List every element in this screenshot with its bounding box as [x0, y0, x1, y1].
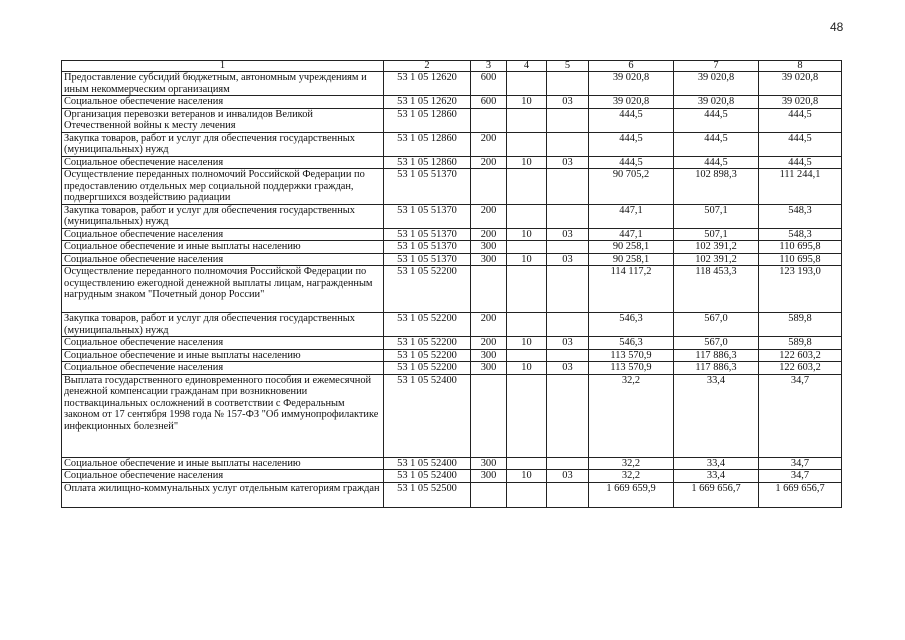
amount-col6-cell: 444,5: [589, 108, 674, 132]
amount-col7-cell: 507,1: [674, 228, 759, 241]
amount-col8-cell: 39 020,8: [759, 96, 842, 109]
pr-cell: [547, 72, 589, 96]
amount-col7-cell: 507,1: [674, 204, 759, 228]
code-cell: 53 1 05 52200: [384, 362, 471, 375]
code-cell: 53 1 05 12620: [384, 72, 471, 96]
table-row: [62, 337, 842, 350]
row-name-cell: Закупка товаров, работ и услуг для обеспечения государственных (муниципальных) нужд: [62, 204, 384, 228]
row-name-cell: Закупка товаров, работ и услуг для обеспечения государственных (муниципальных) нужд: [62, 132, 384, 156]
amount-col6-cell: 546,3: [589, 313, 674, 337]
amount-col6-cell: 114 117,2: [589, 266, 674, 313]
rz-cell: [507, 204, 547, 228]
code-cell: 53 1 05 12860: [384, 156, 471, 169]
header-cell: 2: [384, 61, 471, 72]
rz-cell: [507, 313, 547, 337]
page-number: 48: [830, 20, 844, 34]
vr-cell: 300: [471, 470, 507, 483]
pr-cell: [547, 108, 589, 132]
table-header-row: [62, 61, 842, 72]
amount-col7-cell: 102 898,3: [674, 169, 759, 205]
rz-cell: 10: [507, 470, 547, 483]
code-cell: 53 1 05 12860: [384, 108, 471, 132]
pr-cell: [547, 482, 589, 507]
rz-cell: 10: [507, 96, 547, 109]
amount-col7-cell: 33,4: [674, 374, 759, 457]
amount-col8-cell: 34,7: [759, 470, 842, 483]
amount-col7-cell: 39 020,8: [674, 72, 759, 96]
vr-cell: 200: [471, 228, 507, 241]
pr-cell: [547, 313, 589, 337]
amount-col6-cell: 32,2: [589, 374, 674, 457]
vr-cell: 600: [471, 72, 507, 96]
rz-cell: 10: [507, 156, 547, 169]
row-name-cell: Социальное обеспечение населения: [62, 337, 384, 350]
vr-cell: 200: [471, 156, 507, 169]
amount-col8-cell: 34,7: [759, 374, 842, 457]
amount-col7-cell: 33,4: [674, 470, 759, 483]
rz-cell: [507, 132, 547, 156]
vr-cell: [471, 374, 507, 457]
amount-col6-cell: 32,2: [589, 470, 674, 483]
table-row: [62, 132, 842, 156]
table-row: [62, 349, 842, 362]
rz-cell: [507, 374, 547, 457]
row-name-cell: Оплата жилищно-коммунальных услуг отдельным категориям граждан: [62, 482, 384, 507]
amount-col6-cell: 1 669 659,9: [589, 482, 674, 507]
table-row: [62, 470, 842, 483]
table-row: [62, 374, 842, 457]
code-cell: 53 1 05 52200: [384, 349, 471, 362]
amount-col8-cell: 111 244,1: [759, 169, 842, 205]
vr-cell: 200: [471, 204, 507, 228]
vr-cell: 300: [471, 349, 507, 362]
row-name-cell: Предоставление субсидий бюджетным, автономным учреждениям и иным некоммерческим организациям: [62, 72, 384, 96]
amount-col7-cell: 1 669 656,7: [674, 482, 759, 507]
amount-col6-cell: 447,1: [589, 228, 674, 241]
amount-col8-cell: 34,7: [759, 457, 842, 470]
amount-col8-cell: 444,5: [759, 132, 842, 156]
vr-cell: 200: [471, 313, 507, 337]
amount-col7-cell: 567,0: [674, 337, 759, 350]
table-row: [62, 169, 842, 205]
vr-cell: 600: [471, 96, 507, 109]
table-row: [62, 266, 842, 313]
row-name-cell: Выплата государственного единовременного пособия и ежемесячной денежной компенсации гражданам при возникновении поствакцинальных осложнений в соответствии с Федеральным законом от 17 сентября 1998 года № 157-ФЗ "Об иммунопрофилактике инфекционных болезней": [62, 374, 384, 457]
rz-cell: [507, 241, 547, 254]
amount-col7-cell: 39 020,8: [674, 96, 759, 109]
header-cell: 4: [507, 61, 547, 72]
rz-cell: [507, 349, 547, 362]
pr-cell: [547, 457, 589, 470]
amount-col8-cell: 39 020,8: [759, 72, 842, 96]
row-name-cell: Социальное обеспечение населения: [62, 470, 384, 483]
rz-cell: [507, 266, 547, 313]
vr-cell: [471, 108, 507, 132]
table-row: [62, 228, 842, 241]
amount-col6-cell: 447,1: [589, 204, 674, 228]
amount-col7-cell: 102 391,2: [674, 253, 759, 266]
amount-col8-cell: 548,3: [759, 204, 842, 228]
table-row: [62, 362, 842, 375]
vr-cell: 300: [471, 362, 507, 375]
amount-col6-cell: 32,2: [589, 457, 674, 470]
row-name-cell: Социальное обеспечение населения: [62, 228, 384, 241]
pr-cell: 03: [547, 470, 589, 483]
pr-cell: 03: [547, 253, 589, 266]
code-cell: 53 1 05 51370: [384, 241, 471, 254]
amount-col6-cell: 90 258,1: [589, 241, 674, 254]
vr-cell: 300: [471, 241, 507, 254]
amount-col6-cell: 113 570,9: [589, 362, 674, 375]
row-name-cell: Организация перевозки ветеранов и инвалидов Великой Отечественной войны к месту лечения: [62, 108, 384, 132]
amount-col7-cell: 33,4: [674, 457, 759, 470]
table-row: [62, 241, 842, 254]
pr-cell: [547, 266, 589, 313]
row-name-cell: Социальное обеспечение населения: [62, 253, 384, 266]
row-name-cell: Социальное обеспечение населения: [62, 156, 384, 169]
pr-cell: 03: [547, 337, 589, 350]
rz-cell: [507, 72, 547, 96]
vr-cell: [471, 169, 507, 205]
table-row: [62, 108, 842, 132]
amount-col8-cell: 548,3: [759, 228, 842, 241]
code-cell: 53 1 05 51370: [384, 169, 471, 205]
amount-col7-cell: 444,5: [674, 108, 759, 132]
amount-col7-cell: 444,5: [674, 132, 759, 156]
header-cell: 8: [759, 61, 842, 72]
row-name-cell: Социальное обеспечение и иные выплаты населению: [62, 457, 384, 470]
amount-col7-cell: 444,5: [674, 156, 759, 169]
amount-col7-cell: 102 391,2: [674, 241, 759, 254]
amount-col6-cell: 444,5: [589, 156, 674, 169]
amount-col6-cell: 39 020,8: [589, 72, 674, 96]
rz-cell: 10: [507, 253, 547, 266]
amount-col6-cell: 113 570,9: [589, 349, 674, 362]
amount-col7-cell: 117 886,3: [674, 349, 759, 362]
code-cell: 53 1 05 51370: [384, 204, 471, 228]
pr-cell: [547, 349, 589, 362]
amount-col8-cell: 444,5: [759, 108, 842, 132]
table-row: [62, 253, 842, 266]
amount-col6-cell: 444,5: [589, 132, 674, 156]
amount-col6-cell: 90 258,1: [589, 253, 674, 266]
amount-col6-cell: 39 020,8: [589, 96, 674, 109]
amount-col6-cell: 90 705,2: [589, 169, 674, 205]
table-row: [62, 313, 842, 337]
vr-cell: 200: [471, 337, 507, 350]
amount-col8-cell: 122 603,2: [759, 362, 842, 375]
code-cell: 53 1 05 52200: [384, 313, 471, 337]
amount-col7-cell: 118 453,3: [674, 266, 759, 313]
pr-cell: [547, 132, 589, 156]
table-row: [62, 482, 842, 507]
vr-cell: 200: [471, 132, 507, 156]
amount-col8-cell: 444,5: [759, 156, 842, 169]
code-cell: 53 1 05 12860: [384, 132, 471, 156]
amount-col8-cell: 589,8: [759, 313, 842, 337]
header-cell: 6: [589, 61, 674, 72]
code-cell: 53 1 05 52200: [384, 266, 471, 313]
row-name-cell: Социальное обеспечение населения: [62, 362, 384, 375]
budget-table: [61, 60, 842, 508]
code-cell: 53 1 05 52400: [384, 457, 471, 470]
amount-col8-cell: 110 695,8: [759, 253, 842, 266]
code-cell: 53 1 05 51370: [384, 253, 471, 266]
rz-cell: [507, 457, 547, 470]
header-cell: 5: [547, 61, 589, 72]
row-name-cell: Социальное обеспечение и иные выплаты населению: [62, 349, 384, 362]
pr-cell: 03: [547, 96, 589, 109]
code-cell: 53 1 05 12620: [384, 96, 471, 109]
amount-col8-cell: 589,8: [759, 337, 842, 350]
table-row: [62, 156, 842, 169]
vr-cell: [471, 482, 507, 507]
pr-cell: [547, 204, 589, 228]
amount-col8-cell: 110 695,8: [759, 241, 842, 254]
vr-cell: 300: [471, 253, 507, 266]
amount-col8-cell: 1 669 656,7: [759, 482, 842, 507]
code-cell: 53 1 05 52400: [384, 470, 471, 483]
pr-cell: 03: [547, 362, 589, 375]
pr-cell: [547, 374, 589, 457]
vr-cell: 300: [471, 457, 507, 470]
table-row: [62, 72, 842, 96]
pr-cell: 03: [547, 156, 589, 169]
header-cell: 7: [674, 61, 759, 72]
pr-cell: 03: [547, 228, 589, 241]
vr-cell: [471, 266, 507, 313]
table-row: [62, 204, 842, 228]
header-cell: 1: [62, 61, 384, 72]
code-cell: 53 1 05 51370: [384, 228, 471, 241]
pr-cell: [547, 169, 589, 205]
rz-cell: 10: [507, 362, 547, 375]
row-name-cell: Социальное обеспечение и иные выплаты населению: [62, 241, 384, 254]
table-row: [62, 457, 842, 470]
amount-col8-cell: 123 193,0: [759, 266, 842, 313]
code-cell: 53 1 05 52400: [384, 374, 471, 457]
row-name-cell: Социальное обеспечение населения: [62, 96, 384, 109]
amount-col7-cell: 117 886,3: [674, 362, 759, 375]
rz-cell: 10: [507, 228, 547, 241]
pr-cell: [547, 241, 589, 254]
code-cell: 53 1 05 52500: [384, 482, 471, 507]
header-cell: 3: [471, 61, 507, 72]
amount-col7-cell: 567,0: [674, 313, 759, 337]
rz-cell: 10: [507, 337, 547, 350]
rz-cell: [507, 169, 547, 205]
amount-col8-cell: 122 603,2: [759, 349, 842, 362]
code-cell: 53 1 05 52200: [384, 337, 471, 350]
row-name-cell: Осуществление переданного полномочия Российской Федерации по осуществлению ежегодной денежной выплаты лицам, награжденным нагрудным знаком "Почетный донор России": [62, 266, 384, 313]
amount-col6-cell: 546,3: [589, 337, 674, 350]
table-row: [62, 96, 842, 109]
row-name-cell: Закупка товаров, работ и услуг для обеспечения государственных (муниципальных) нужд: [62, 313, 384, 337]
rz-cell: [507, 482, 547, 507]
row-name-cell: Осуществление переданных полномочий Российской Федерации по предоставлению отдельных мер социальной поддержки граждан, подвергшихся воздействию радиации: [62, 169, 384, 205]
rz-cell: [507, 108, 547, 132]
